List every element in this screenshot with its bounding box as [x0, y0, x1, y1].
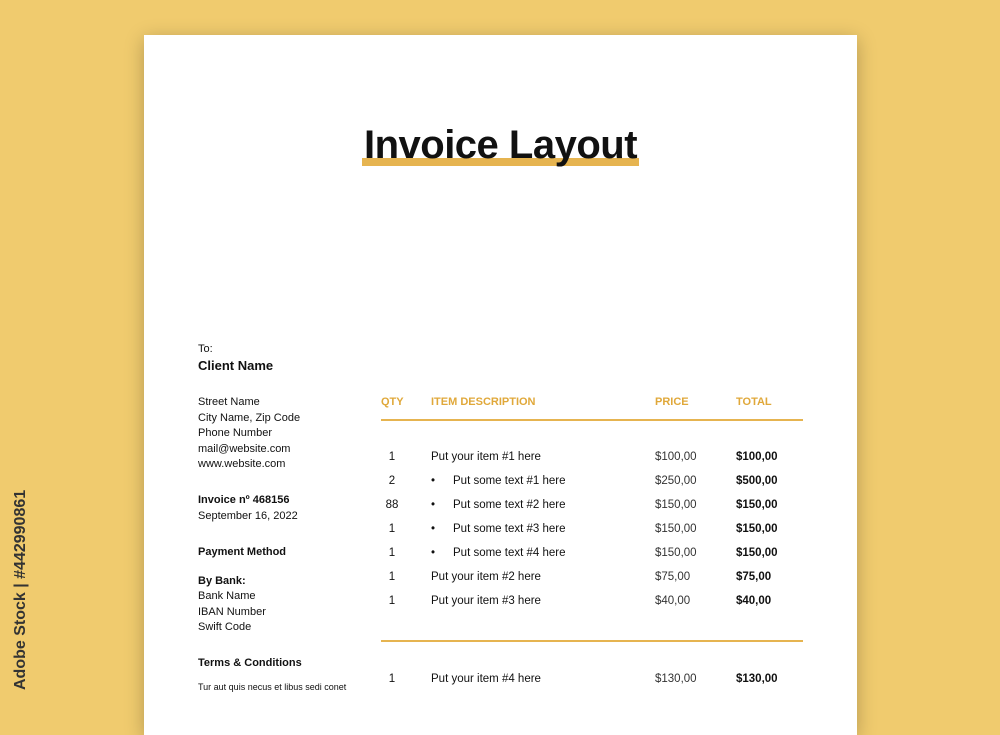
bullet-icon: • — [431, 523, 436, 535]
table-row — [381, 499, 803, 519]
row-qty: 1 — [388, 595, 396, 607]
client-street: Street Name — [198, 396, 260, 408]
row-description: Put some text #2 here — [453, 499, 566, 511]
header-description: ITEM DESCRIPTION — [431, 396, 536, 408]
to-label: To: — [198, 343, 213, 355]
row-price: $150,00 — [655, 499, 697, 511]
table-row — [381, 475, 803, 495]
header-divider — [381, 419, 803, 421]
table-row — [381, 571, 803, 591]
row-total: $75,00 — [736, 571, 772, 583]
row-qty: 88 — [385, 499, 399, 511]
by-bank-label: By Bank: — [198, 575, 246, 587]
client-phone: Phone Number — [198, 427, 272, 439]
invoice-title: Invoice Layout — [363, 123, 638, 167]
row-price: $250,00 — [655, 475, 697, 487]
table-row — [381, 595, 803, 615]
row-total: $100,00 — [736, 451, 778, 463]
row-total: $500,00 — [736, 475, 778, 487]
row-description: Put your item #4 here — [431, 673, 541, 685]
row-price: $75,00 — [655, 571, 691, 583]
row-price: $150,00 — [655, 523, 697, 535]
row-qty: 1 — [388, 523, 396, 535]
row-description: Put your item #1 here — [431, 451, 541, 463]
header-price: PRICE — [655, 396, 689, 408]
table-row — [381, 547, 803, 567]
bullet-icon: • — [431, 547, 436, 559]
invoice-page — [144, 35, 857, 735]
payment-method-heading: Payment Method — [198, 546, 287, 558]
row-total: $150,00 — [736, 523, 778, 535]
client-website: www.website.com — [198, 458, 286, 470]
row-qty: 2 — [388, 475, 396, 487]
row-description: Put some text #4 here — [453, 547, 566, 559]
client-email: mail@website.com — [198, 443, 291, 455]
table-row — [381, 451, 803, 471]
row-total: $150,00 — [736, 547, 778, 559]
client-city: City Name, Zip Code — [198, 412, 301, 424]
invoice-number: Invoice nº 468156 — [198, 494, 290, 506]
row-total: $130,00 — [736, 673, 778, 685]
row-price: $150,00 — [655, 547, 697, 559]
bank-name: Bank Name — [198, 590, 256, 602]
row-total: $150,00 — [736, 499, 778, 511]
header-qty: QTY — [381, 396, 404, 408]
table-row — [381, 523, 803, 543]
row-price: $130,00 — [655, 673, 697, 685]
bullet-icon: • — [431, 499, 436, 511]
row-qty: 1 — [388, 571, 396, 583]
row-qty: 1 — [388, 547, 396, 559]
row-price: $40,00 — [655, 595, 691, 607]
row-qty: 1 — [388, 673, 396, 685]
iban-number: IBAN Number — [198, 606, 266, 618]
bullet-icon: • — [431, 475, 436, 487]
row-qty: 1 — [388, 451, 396, 463]
terms-text: Tur aut quis necus et libus sedi conet — [198, 682, 347, 692]
table-row — [381, 673, 803, 693]
stock-id-label: Adobe Stock | #442990861 — [12, 489, 29, 690]
swift-code: Swift Code — [198, 621, 252, 633]
terms-heading: Terms & Conditions — [198, 657, 302, 669]
row-description: Put some text #1 here — [453, 475, 566, 487]
row-total: $40,00 — [736, 595, 772, 607]
client-name: Client Name — [198, 358, 274, 373]
header-total: TOTAL — [736, 396, 772, 408]
row-description: Put your item #3 here — [431, 595, 541, 607]
row-price: $100,00 — [655, 451, 697, 463]
invoice-date: September 16, 2022 — [198, 510, 298, 522]
row-description: Put your item #2 here — [431, 571, 541, 583]
section-divider — [381, 640, 803, 642]
row-description: Put some text #3 here — [453, 523, 566, 535]
